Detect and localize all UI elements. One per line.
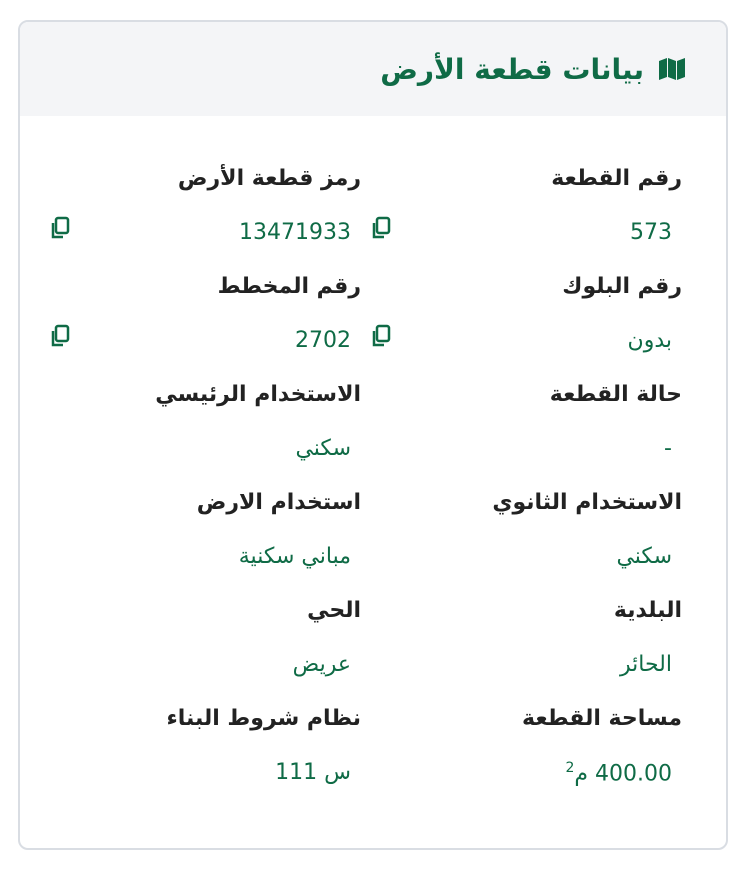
map-icon [658,57,686,81]
field-label: حالة القطعة [549,382,682,407]
field-block-number [362,274,682,382]
land-plot-card [18,20,728,850]
copy-icon[interactable] [49,216,71,240]
field-value: بدون [627,328,672,353]
copy-icon[interactable] [49,324,71,348]
field-main-use [41,382,361,490]
field-plot-status [362,382,682,490]
field-label: رقم المخطط [217,274,361,299]
copy-icon[interactable] [370,216,392,240]
field-value: س 111 [275,760,351,785]
field-label: استخدام الارض [196,490,361,515]
field-label: الاستخدام الثانوي [492,490,682,515]
field-label: الحي [307,598,361,623]
field-land-use [41,490,361,598]
field-district [41,598,361,706]
field-label: الاستخدام الرئيسي [155,382,361,407]
field-plot-number [362,166,682,274]
field-secondary-use [362,490,682,598]
field-label: رمز قطعة الأرض [177,166,361,191]
area-value: 400.00 م [574,761,672,787]
field-label: مساحة القطعة [522,706,682,731]
field-building-code [41,706,361,814]
field-label: رقم البلوك [562,274,682,299]
copy-icon[interactable] [370,324,392,348]
field-value [565,760,672,786]
card-title: بيانات قطعة الأرض [380,52,644,86]
field-value: 573 [630,220,672,245]
field-value: 2702 [295,328,351,353]
field-value: - [664,436,672,461]
field-plot-area [362,706,682,814]
area-unit-superscript: 2 [565,760,575,776]
field-value: 13471933 [239,220,351,245]
field-value: مباني سكنية [238,544,351,569]
field-label: رقم القطعة [551,166,682,191]
field-label: البلدية [613,598,682,623]
field-value: الحائر [620,652,672,677]
card-header [20,22,726,116]
field-land-code [41,166,361,274]
field-municipality [362,598,682,706]
field-value: سكني [295,436,351,461]
field-value: عريض [292,652,351,677]
field-value: سكني [616,544,672,569]
field-plan-number [41,274,361,382]
field-label: نظام شروط البناء [166,706,361,731]
